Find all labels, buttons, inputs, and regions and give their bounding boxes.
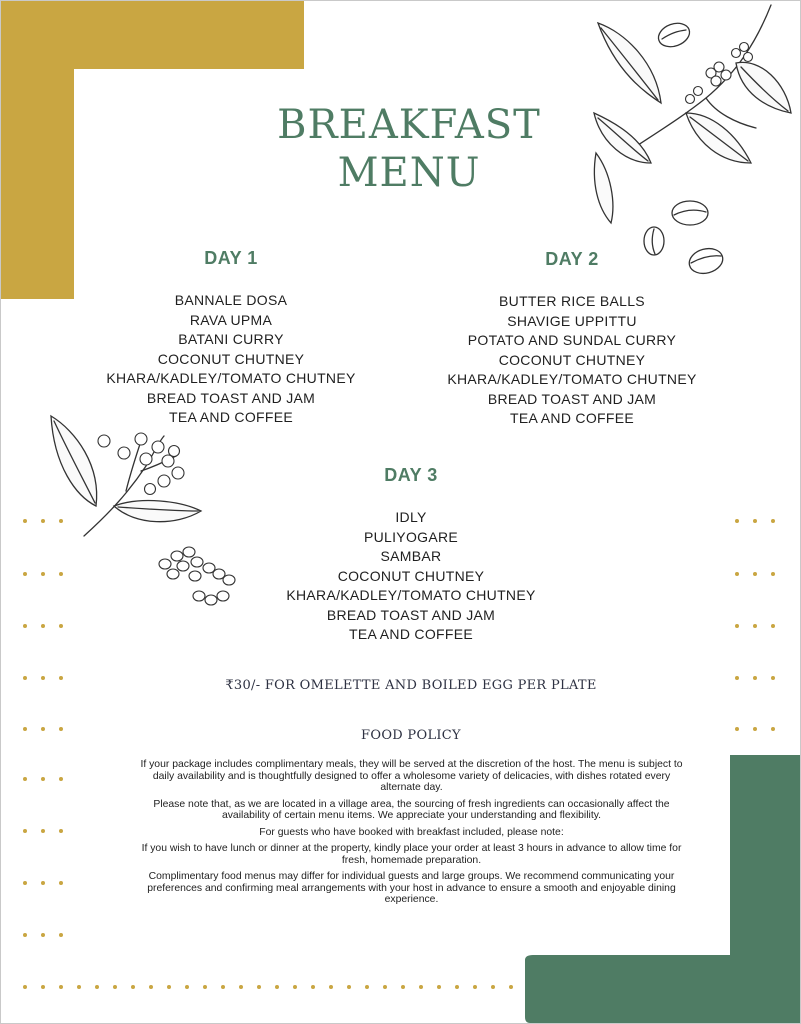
list-item: BREAD TOAST AND JAM	[146, 389, 316, 406]
list-item: RAVA UPMA	[189, 311, 273, 328]
decor-dot	[41, 572, 45, 576]
decor-dot	[41, 676, 45, 680]
list-item: TEA AND COFFEE	[169, 409, 293, 425]
decor-dot	[347, 985, 351, 989]
list-item: COCONUT CHUTNEY	[157, 350, 305, 367]
decor-dot	[41, 624, 45, 628]
policy-heading: FOOD POLICY	[361, 728, 461, 743]
decor-dot	[771, 676, 775, 680]
decor-dot	[239, 985, 243, 989]
decor-dot	[149, 985, 153, 989]
decor-dot	[455, 985, 459, 989]
decor-dot	[735, 572, 739, 576]
decor-dot	[41, 777, 45, 781]
list-item: SHAVIGE UPPITTU	[507, 312, 637, 329]
decor-dot	[23, 777, 27, 781]
decor-dot	[59, 624, 63, 628]
list-item: BANNALE DOSA	[174, 292, 288, 308]
day-2-heading: DAY 2	[545, 249, 599, 269]
list-item: TEA AND COFFEE	[349, 626, 473, 642]
decor-dot	[23, 933, 27, 937]
decor-dot	[23, 881, 27, 885]
decor-dot	[329, 985, 333, 989]
list-item: POTATO AND SUNDAL CURRY	[467, 332, 677, 348]
decor-dot	[41, 829, 45, 833]
decor-dot	[95, 985, 99, 989]
policy-text	[139, 759, 684, 911]
decor-dot	[59, 933, 63, 937]
price-note: ₹30/- FOR OMELETTE AND BOILED EGG PER PLATE	[225, 678, 597, 693]
decor-dot	[753, 727, 757, 731]
decor-dot	[473, 985, 477, 989]
list-item: IDLY	[395, 509, 427, 525]
decor-dot	[383, 985, 387, 989]
decor-dot	[41, 881, 45, 885]
coffee-beans-illustration	[151, 544, 239, 609]
decor-dot	[113, 985, 117, 989]
decor-dot	[771, 727, 775, 731]
decor-dot	[41, 985, 45, 989]
decor-dot	[23, 985, 27, 989]
decor-dot	[41, 933, 45, 937]
decor-dot	[419, 985, 423, 989]
decor-dot	[221, 985, 225, 989]
decor-dot	[59, 777, 63, 781]
list-item: COCONUT CHUTNEY	[498, 351, 646, 368]
policy-paragraph: Complimentary food menus may differ for individual guests and large groups. We recommend communicating your preferences and confirming meal arrangements with your host in advance to ensure a smooth and enjoyable dining experience.	[147, 871, 676, 905]
decor-dot	[41, 727, 45, 731]
decor-dot	[735, 727, 739, 731]
decor-dot	[753, 572, 757, 576]
list-item: TEA AND COFFEE	[510, 410, 634, 426]
decor-dot	[59, 727, 63, 731]
decor-dot	[753, 519, 757, 523]
decor-dot	[59, 881, 63, 885]
decor-dot	[735, 624, 739, 628]
decor-dot	[491, 985, 495, 989]
title-line-2: MENU	[337, 150, 481, 196]
decor-dot	[437, 985, 441, 989]
decor-dot	[23, 572, 27, 576]
list-item: COCONUT CHUTNEY	[337, 567, 485, 584]
list-item: BREAD TOAST AND JAM	[326, 606, 496, 623]
decor-dot	[257, 985, 261, 989]
decor-dot	[23, 519, 27, 523]
policy-paragraph: For guests who have booked with breakfast included, please note:	[259, 826, 564, 838]
decor-dot	[59, 985, 63, 989]
decor-dot	[753, 676, 757, 680]
decor-dot	[275, 985, 279, 989]
day-3-menu	[271, 465, 551, 645]
decor-dot	[131, 985, 135, 989]
day-1-heading: DAY 1	[204, 248, 258, 268]
decor-dot	[59, 572, 63, 576]
decor-dot	[23, 676, 27, 680]
day-1-menu	[96, 248, 366, 428]
list-item: BREAD TOAST AND JAM	[487, 390, 657, 407]
list-item: KHARA/KADLEY/TOMATO CHUTNEY	[286, 587, 536, 603]
policy-paragraph: Please note that, as we are located in a village area, the sourcing of fresh ingredients can occasionally affect the availability of certain menu items. We appreciate your understanding and flexibility.	[153, 798, 670, 821]
coffee-branch-illustration	[586, 3, 796, 278]
list-item: BUTTER RICE BALLS	[499, 293, 645, 309]
page-title	[239, 101, 579, 197]
decor-dot	[23, 727, 27, 731]
decor-dot	[23, 624, 27, 628]
decor-dot	[771, 519, 775, 523]
decor-dot	[59, 829, 63, 833]
decor-dot	[311, 985, 315, 989]
decor-dot	[771, 572, 775, 576]
berry-branch-illustration	[46, 411, 206, 541]
list-item: KHARA/KADLEY/TOMATO CHUTNEY	[106, 370, 356, 386]
decor-dot	[735, 676, 739, 680]
decor-dot	[753, 624, 757, 628]
list-item: SAMBAR	[380, 548, 442, 564]
decor-dot	[365, 985, 369, 989]
policy-paragraph: If your package includes complimentary meals, they will be served at the discretion of the host. The menu is subject to daily availability and is thoughtfully designed to offer a wholesome variety of delicacies, with dishes rotated every alternate day.	[140, 759, 683, 793]
decor-dot	[167, 985, 171, 989]
day-3-heading: DAY 3	[384, 465, 438, 485]
decor-dot	[401, 985, 405, 989]
decor-dot	[509, 985, 513, 989]
decor-dot	[77, 985, 81, 989]
title-line-1: BREAKFAST	[277, 102, 541, 148]
decor-dot	[293, 985, 297, 989]
list-item: BATANI CURRY	[178, 331, 284, 347]
decor-dot	[23, 829, 27, 833]
list-item: KHARA/KADLEY/TOMATO CHUTNEY	[447, 371, 697, 387]
policy-paragraph: If you wish to have lunch or dinner at the property, kindly place your order at least 3 hours in advance to allow time for fresh, homemade preparation.	[141, 843, 682, 866]
decor-dot	[41, 519, 45, 523]
decor-dot	[735, 519, 739, 523]
list-item: PULIYOGARE	[363, 528, 459, 545]
decor-dot	[203, 985, 207, 989]
day-2-menu	[437, 249, 707, 429]
decor-dot	[59, 676, 63, 680]
decor-dot	[185, 985, 189, 989]
decor-dot	[771, 624, 775, 628]
